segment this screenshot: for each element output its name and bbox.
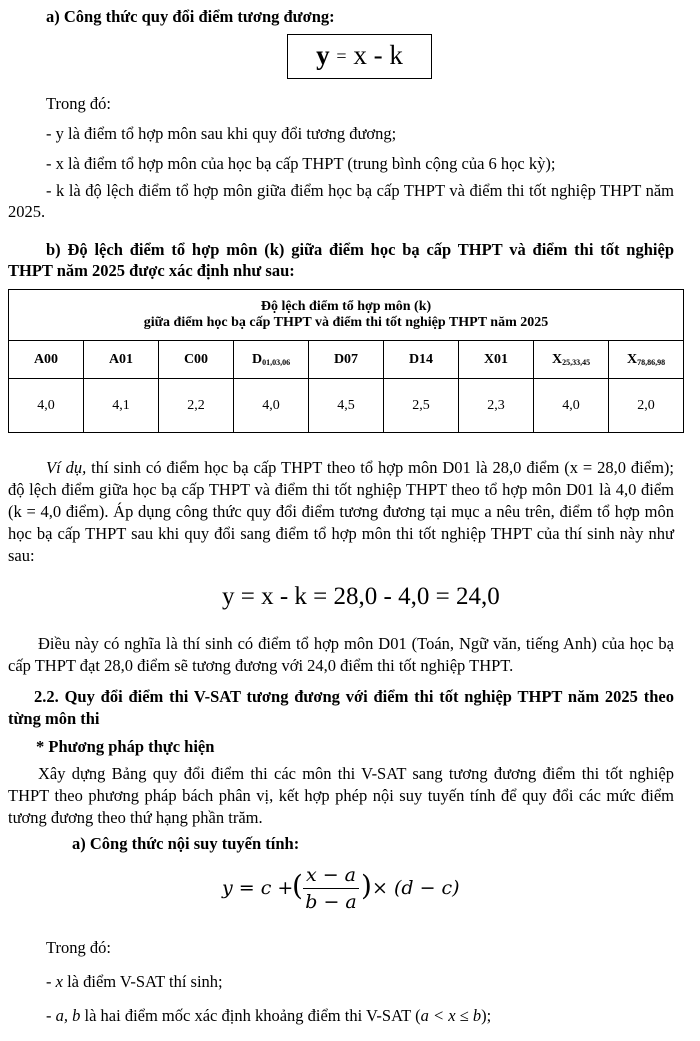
value-cell: 4,0 bbox=[234, 379, 309, 433]
example-formula: y = x - k = 28,0 - 4,0 = 24,0 bbox=[222, 583, 500, 610]
formula-y: y bbox=[316, 40, 330, 70]
header-code: D07 bbox=[333, 351, 359, 367]
header-cell bbox=[159, 341, 234, 379]
header-cell bbox=[84, 341, 159, 379]
header-code: C00 bbox=[183, 351, 209, 367]
var-x: x bbox=[55, 972, 63, 991]
header-code: A01 bbox=[108, 351, 134, 367]
table-title-cell bbox=[9, 290, 684, 341]
header-cell bbox=[309, 341, 384, 379]
header-cell bbox=[9, 341, 84, 379]
section-a-title: a) Công thức quy đổi điểm tương đương: bbox=[46, 7, 335, 26]
value-cell: 4,5 bbox=[309, 379, 384, 433]
definition-a-b: - a, b là hai điểm mốc xác định khoảng điểm thi V-SAT (a < x ≤ b); bbox=[46, 1006, 492, 1025]
header-cell bbox=[459, 341, 534, 379]
method-paragraph: Xây dựng Bảng quy đổi điểm thi các môn thi V-SAT sang tương đương điểm thi tốt nghiệp THPT theo phương pháp bách phân vị, kết hợp phép nội suy tuyến tính để quy đổi các mức điểm tương đương theo thứ hạng phần trăm. bbox=[8, 764, 674, 827]
section-2-2-title: 2.2. Quy đổi điểm thi V-SAT tương đương với điểm thi tốt nghiệp THPT năm 2025 theo từng môn thi bbox=[8, 687, 674, 728]
table-title-line-2: giữa điểm học bạ cấp THPT và điểm thi tốt nghiệp THPT năm 2025 bbox=[143, 315, 549, 330]
value-cell: 4,0 bbox=[9, 379, 84, 433]
header-code: X bbox=[551, 351, 563, 367]
header-code: X01 bbox=[483, 351, 509, 367]
section-b-title: b) Độ lệch điểm tổ hợp môn (k) giữa điểm học bạ cấp THPT và điểm thi tốt nghiệp THPT năm 2025 được xác định như sau: bbox=[8, 240, 674, 280]
header-code: X bbox=[626, 351, 638, 367]
fraction-bar bbox=[303, 888, 359, 889]
definition-k: - k là độ lệch điểm tổ hợp môn giữa điểm học bạ cấp THPT và điểm thi tốt nghiệp THPT năm 2025. bbox=[8, 181, 674, 221]
formula-rhs-part: × (d − c) bbox=[372, 877, 460, 899]
value-cell: 4,1 bbox=[84, 379, 159, 433]
formula-open-paren: ( bbox=[292, 869, 303, 902]
value-cell: 2,0 bbox=[609, 379, 684, 433]
deviation-table bbox=[8, 289, 684, 433]
example-lead: Ví dụ, bbox=[46, 458, 87, 477]
definition-a-b-text: là hai điểm mốc xác định khoảng điểm thi V-SAT ( bbox=[80, 1006, 421, 1025]
table-title-line-1: Độ lệch điểm tổ hợp môn (k) bbox=[260, 299, 432, 314]
definition-vsat-x-text: là điểm V-SAT thí sinh; bbox=[62, 972, 223, 991]
header-cell bbox=[234, 341, 309, 379]
header-code: D14 bbox=[408, 351, 434, 367]
value-cell: 2,2 bbox=[159, 379, 234, 433]
header-code-subscript: 01,03,06 bbox=[262, 357, 291, 367]
formula-lhs: y = c + bbox=[222, 877, 294, 899]
where-label-1: Trong đó: bbox=[46, 94, 111, 113]
example-text: thí sinh có điểm học bạ cấp THPT theo tổ hợp môn D01 là 28,0 điểm (x = 28,0 điểm); độ lệch điểm giữa học bạ cấp THPT và điểm thi tốt nghiệp THPT theo tổ hợp môn D01 là 4,0 điểm (k = 4,0 điểm). Áp dụng công thức quy đổi điểm tương đương tại mục a nêu trên, điểm tổ hợp môn học bạ cấp THPT sau khi quy đổi sang điểm tổ hợp môn thi tốt nghiệp THPT của thí sinh này như sau: bbox=[8, 458, 674, 565]
formula-numerator: x − a bbox=[305, 864, 357, 886]
meaning-paragraph: Điều này có nghĩa là thí sinh có điểm tổ hợp môn D01 (Toán, Ngữ văn, tiếng Anh) của học bạ cấp THPT đạt 28,0 điểm sẽ tương đương với 24,0 điểm thi tốt nghiệp THPT. bbox=[8, 634, 674, 675]
header-cell bbox=[384, 341, 459, 379]
header-code: A00 bbox=[33, 351, 59, 367]
header-cell bbox=[609, 341, 684, 379]
example-paragraph bbox=[8, 457, 674, 567]
value-cell: 2,3 bbox=[459, 379, 534, 433]
formula-fraction bbox=[301, 863, 361, 914]
header-code-subscript: 25,33,45 bbox=[562, 357, 591, 367]
conversion-formula-box bbox=[287, 34, 432, 79]
condition-a-x-b: a < x ≤ b bbox=[420, 1006, 482, 1025]
formula-close-paren: ) bbox=[361, 869, 372, 902]
header-code-subscript: 78,86,98 bbox=[637, 357, 666, 367]
where-label-2: Trong đó: bbox=[46, 938, 111, 957]
header-cell bbox=[534, 341, 609, 379]
definition-vsat-x: - x là điểm V-SAT thí sinh; bbox=[46, 972, 223, 991]
definition-x: - x là điểm tổ hợp môn của học bạ cấp THPT (trung bình cộng của 6 học kỳ); bbox=[46, 154, 556, 173]
var-a-b: a, b bbox=[55, 1006, 81, 1025]
value-cell: 2,5 bbox=[384, 379, 459, 433]
method-title: * Phương pháp thực hiện bbox=[36, 737, 215, 756]
header-code: D bbox=[251, 351, 263, 367]
value-cell: 4,0 bbox=[534, 379, 609, 433]
definition-a-b-end: ); bbox=[481, 1006, 492, 1025]
formula-rhs: x - k bbox=[353, 40, 403, 70]
formula-equals: = bbox=[336, 46, 347, 66]
interpolation-formula bbox=[222, 861, 472, 919]
formula-denominator: b − a bbox=[305, 891, 357, 913]
definition-y: - y là điểm tổ hợp môn sau khi quy đổi tương đương; bbox=[46, 124, 397, 143]
interpolation-title: a) Công thức nội suy tuyến tính: bbox=[72, 834, 300, 853]
